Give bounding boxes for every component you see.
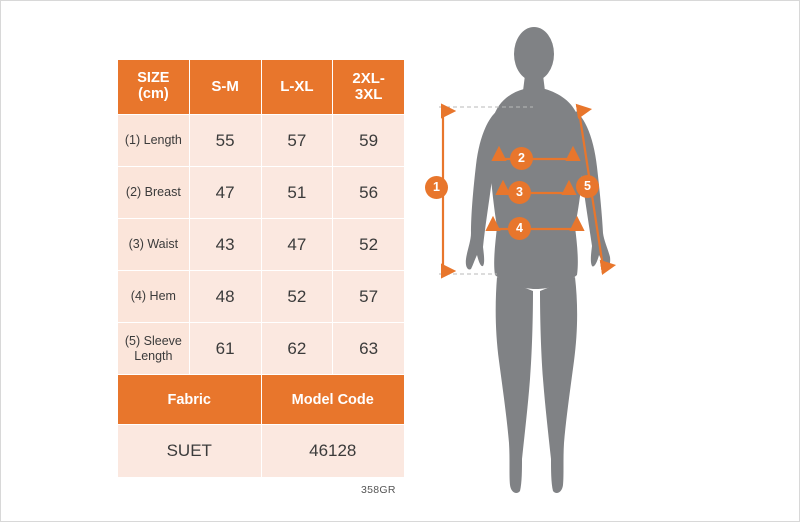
row-label-sleeve-line2: Length <box>134 348 173 363</box>
table-row <box>118 219 405 271</box>
header-col3-line1: 2XL- <box>352 69 385 87</box>
table-footer-value-row <box>118 425 405 478</box>
cell-hem-2xl3xl: 57 <box>333 271 405 323</box>
header-size-line1: SIZE <box>137 70 170 87</box>
row-label-length: (1) Length <box>118 115 190 167</box>
badge-3-waist: 3 <box>508 181 531 204</box>
row-label-breast: (2) Breast <box>118 167 190 219</box>
figure-svg <box>421 19 791 509</box>
cell-waist-sm: 43 <box>189 219 261 271</box>
header-size-cell <box>118 60 190 115</box>
cell-sleeve-2xl3xl: 63 <box>333 323 405 375</box>
cell-waist-lxl: 47 <box>261 219 333 271</box>
row-label-waist: (3) Waist <box>118 219 190 271</box>
weight-note: 358GR <box>361 484 396 496</box>
size-table-container <box>117 59 405 478</box>
badge-1-length: 1 <box>425 176 448 199</box>
footer-label-fabric: Fabric <box>118 375 262 425</box>
cell-sleeve-lxl: 62 <box>261 323 333 375</box>
cell-length-sm: 55 <box>189 115 261 167</box>
table-footer-header-row <box>118 375 405 425</box>
header-col3-line2: 3XL <box>354 86 383 103</box>
cell-sleeve-sm: 61 <box>189 323 261 375</box>
footer-value-fabric: SUET <box>118 425 262 478</box>
cell-length-lxl: 57 <box>261 115 333 167</box>
body-silhouette <box>466 27 610 493</box>
table-row <box>118 271 405 323</box>
header-col-2xl3xl <box>333 60 405 115</box>
cell-length-2xl3xl: 59 <box>333 115 405 167</box>
table-row <box>118 167 405 219</box>
badge-5-sleeve-length: 5 <box>576 175 599 198</box>
cell-waist-2xl3xl: 52 <box>333 219 405 271</box>
cell-breast-2xl3xl: 56 <box>333 167 405 219</box>
cell-breast-lxl: 51 <box>261 167 333 219</box>
row-label-sleeve-line1: (5) Sleeve <box>124 334 182 349</box>
footer-value-model-code: 46128 <box>261 425 405 478</box>
table-row <box>118 115 405 167</box>
badge-2-breast: 2 <box>510 147 533 170</box>
table-row <box>118 323 405 375</box>
table-header-row <box>118 60 405 115</box>
measurement-figure <box>421 19 791 509</box>
cell-breast-sm: 47 <box>189 167 261 219</box>
header-size-line2: (cm) <box>138 86 169 102</box>
row-label-hem: (4) Hem <box>118 271 190 323</box>
size-table <box>117 59 405 478</box>
badge-4-hem: 4 <box>508 217 531 240</box>
cell-hem-sm: 48 <box>189 271 261 323</box>
footer-label-model-code: Model Code <box>261 375 405 425</box>
cell-hem-lxl: 52 <box>261 271 333 323</box>
header-col-sm: S-M <box>189 60 261 115</box>
row-label-sleeve-length <box>118 323 190 375</box>
header-col-lxl: L-XL <box>261 60 333 115</box>
